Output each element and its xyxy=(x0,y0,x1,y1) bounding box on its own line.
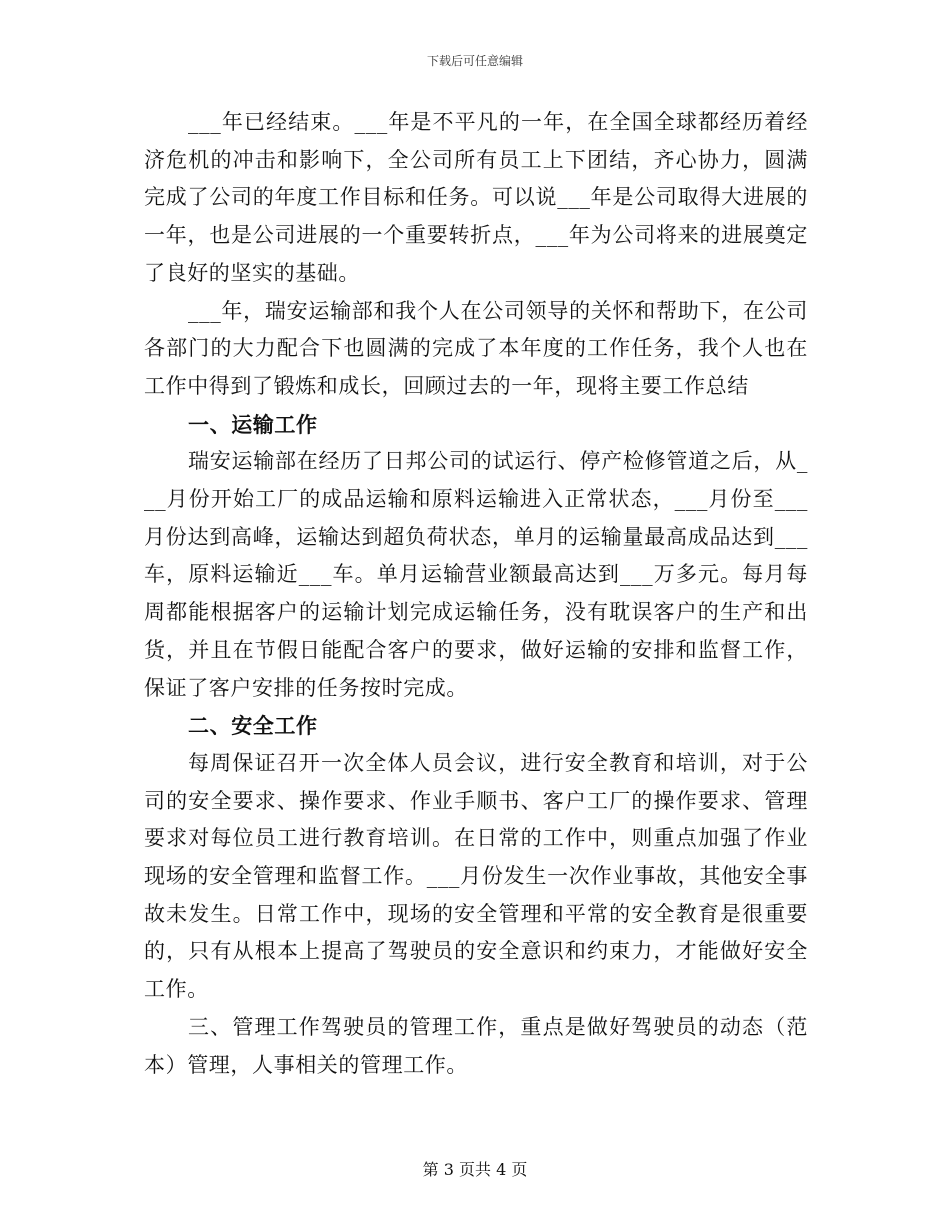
section-heading-safety: 二、安全工作 xyxy=(188,713,318,739)
document-body xyxy=(144,104,808,1084)
paragraph-summary-intro: ___年，瑞安运输部和我个人在公司领导的关怀和帮助下，在公司各部门的大力配合下也圆满的完成了本年度的工作任务，我个人也在工作中得到了锻炼和成长，回顾过去的一年，现将主要工作总结 xyxy=(144,298,808,398)
paragraph-safety: 每周保证召开一次全体人员会议，进行安全教育和培训，对于公司的安全要求、操作要求、作业手顺书、客户工厂的操作要求、管理要求对每位员工进行教育培训。在日常的工作中，则重点加强了作业现场的安全管理和监督工作。___月份发生一次作业事故，其他安全事故未发生。日常工作中，现场的安全管理和平常的安全教育是很重要的，只有从根本上提高了驾驶员的安全意识和约束力，才能做好安全工作。 xyxy=(144,750,808,1002)
page-header: 下载后可任意编辑 xyxy=(426,54,523,68)
paragraph-intro: ___年已经结束。___年是不平凡的一年，在全国全球都经历着经济危机的冲击和影响下，全公司所有员工上下团结，齐心协力，圆满完成了公司的年度工作目标和任务。可以说___年是公司取得大进展的一年，也是公司进展的一个重要转折点，___年为公司将来的进展奠定了良好的坚实的基础。 xyxy=(144,110,808,285)
section-heading-transport: 一、运输工作 xyxy=(188,411,318,437)
paragraph-transport: 瑞安运输部在经历了日邦公司的试运行、停产检修管道之后，从___月份开始工厂的成品运输和原料运输进入正常状态，___月份至___月份达到高峰，运输达到超负荷状态，单月的运输量最高成品达到___车，原料运输近___车。单月运输营业额最高达到___万多元。每月每周都能根据客户的运输计划完成运输任务，没有耽误客户的生产和出货，并且在节假日能配合客户的要求，做好运输的安排和监督工作，保证了客户安排的任务按时完成。 xyxy=(144,449,808,700)
page-number: 第 3 页共 4 页 xyxy=(422,1160,528,1179)
paragraph-management: 三、管理工作驾驶员的管理工作，重点是做好驾驶员的动态（范本）管理，人事相关的管理工作。 xyxy=(144,1014,808,1077)
